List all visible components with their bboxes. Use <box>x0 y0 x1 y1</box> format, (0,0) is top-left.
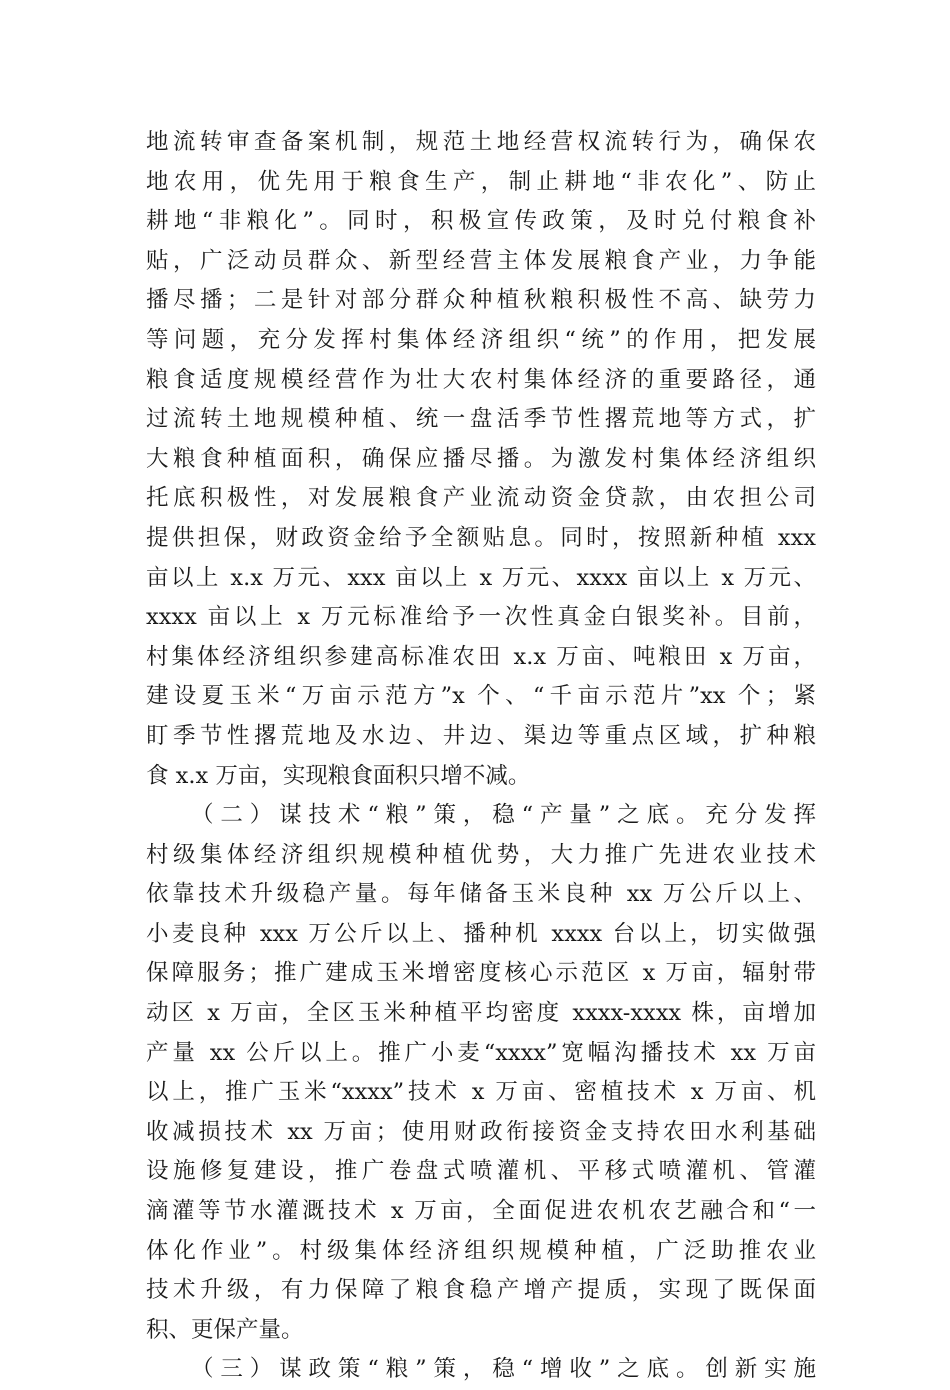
text-line: 设施修复建设，推广卷盘式喷灌机、平移式喷灌机、管灌 <box>146 1158 816 1185</box>
text-line: 托底积极性，对发展粮食产业流动资金贷款，由农担公司 <box>146 485 816 512</box>
text-line: 耕地“非粮化”。同时，积极宣传政策，及时兑付粮食补 <box>146 208 816 235</box>
text-line: 过流转土地规模种植、统一盘活季节性撂荒地等方式，扩 <box>146 406 816 433</box>
paragraph-end-line: 食 x.x 万亩，实现粮食面积只增不减。 <box>146 762 531 789</box>
text-line: 提供担保，财政资金给予全额贴息。同时，按照新种植 xxx <box>146 524 816 551</box>
text-line: 依靠技术升级稳产量。每年储备玉米良种 xx 万公斤以上、 <box>146 881 816 908</box>
text-line: 收减损技术 xx 万亩；使用财政衔接资金支持农田水利基础 <box>146 1118 816 1145</box>
text-line: 播尽播；二是针对部分群众种植秋粮积极性不高、缺劳力 <box>146 287 816 314</box>
paragraph-end-line: 积、更保产量。 <box>146 1316 304 1343</box>
text-line: 滴灌等节水灌溉技术 x 万亩，全面促进农机农艺融合和“一 <box>146 1198 816 1225</box>
text-line: 粮食适度规模经营作为壮大农村集体经济的重要路径，通 <box>146 366 816 393</box>
text-line: 建设夏玉米“万亩示范方”x 个、“千亩示范片”xx 个；紧 <box>146 683 816 710</box>
text-line: 技术升级，有力保障了粮食稳产增产提质，实现了既保面 <box>146 1277 816 1304</box>
text-line: 地流转审查备案机制，规范土地经营权流转行为，确保农 <box>146 129 816 155</box>
text-line: 以上，推广玉米“xxxx”技术 x 万亩、密植技术 x 万亩、机 <box>146 1079 816 1106</box>
text-line: 小麦良种 xxx 万公斤以上、播种机 xxxx 台以上，切实做强 <box>146 920 816 947</box>
text-line: 体化作业”。村级集体经济组织规模种植，广泛助推农业 <box>146 1237 816 1264</box>
text-line: 保障服务；推广建成玉米增密度核心示范区 x 万亩，辐射带 <box>146 960 816 987</box>
text-line: 村集体经济组织参建高标准农田 x.x 万亩、吨粮田 x 万亩， <box>146 643 816 670</box>
text-line: 村级集体经济组织规模种植优势，大力推广先进农业技术 <box>146 841 816 868</box>
text-line: 地农用，优先用于粮食生产，制止耕地“非农化”、防止 <box>146 168 816 195</box>
text-line: 亩以上 x.x 万元、xxx 亩以上 x 万元、xxxx 亩以上 x 万元、 <box>146 564 816 591</box>
text-line: xxxx 亩以上 x 万元标准给予一次性真金白银奖补。目前， <box>146 604 816 631</box>
text-line: 大粮食种植面积，确保应播尽播。为激发村集体经济组织 <box>146 445 816 472</box>
text-line: 盯季节性撂荒地及水边、井边、渠边等重点区域，扩种粮 <box>146 722 816 749</box>
section-heading-line: （三）谋政策“粮”策，稳“增收”之底。创新实施 <box>191 1356 816 1383</box>
text-line: 等问题，充分发挥村集体经济组织“统”的作用，把发展 <box>146 326 816 353</box>
section-heading-line: （二）谋技术“粮”策，稳“产量”之底。充分发挥 <box>191 802 816 829</box>
body-text <box>146 123 816 1390</box>
text-line: 贴，广泛动员群众、新型经营主体发展粮食产业，力争能 <box>146 247 816 274</box>
text-line: 产量 xx 公斤以上。推广小麦“xxxx”宽幅沟播技术 xx 万亩 <box>146 1039 816 1066</box>
text-line: 动区 x 万亩，全区玉米种植平均密度 xxxx-xxxx 株，亩增加 <box>146 1000 816 1027</box>
